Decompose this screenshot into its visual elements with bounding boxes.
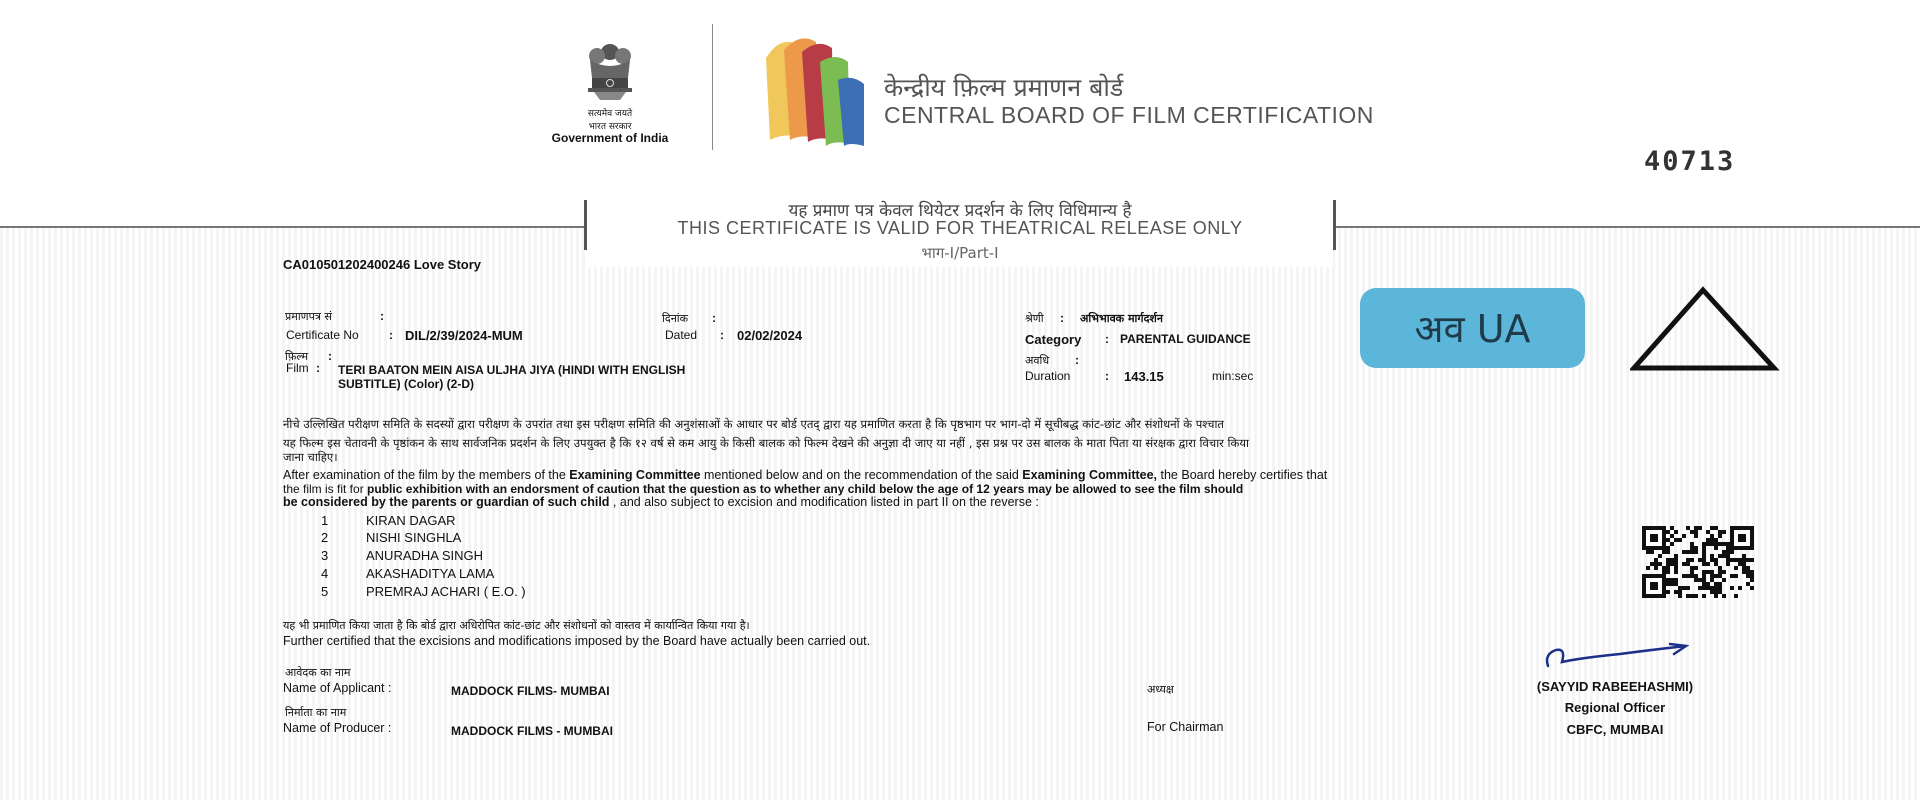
film-title-line2: SUBTITLE) (Color) (2-D) [338, 377, 474, 391]
banner-bar-right [1333, 200, 1336, 250]
officer-title: Regional Officer [1564, 700, 1666, 715]
member-number: 1 [321, 513, 329, 528]
statement-text: After examination of the film by the members of the [283, 468, 570, 482]
producer-label-hindi: निर्माता का नाम [285, 706, 347, 719]
date-label: Dated [665, 328, 698, 342]
for-chairman: For Chairman [1147, 720, 1224, 734]
applicant-name: MADDOCK FILMS- MUMBAI [451, 684, 610, 698]
cert-no-label-hindi: प्रमाणपत्र सं [285, 310, 332, 323]
statement-hindi-line3: जाना चाहिए। [283, 450, 338, 464]
statement-text: the film is fit for [283, 482, 368, 496]
applicant-label-text: Name of Applicant [283, 681, 385, 695]
statement-english-line3 [283, 495, 1039, 509]
category-label: Category [1025, 332, 1082, 347]
serial-number: 40713 [1644, 146, 1736, 177]
board-name-english: CENTRAL BOARD OF FILM CERTIFICATION [884, 102, 1374, 128]
duration-unit: min:sec [1212, 369, 1254, 383]
colon: : [1060, 311, 1064, 325]
colon: : [1105, 332, 1109, 346]
statement-hindi-line1: नीचे उल्लिखित परीक्षण समिति के सदस्यों द्वारा परीक्षण के उपरांत तथा इस परीक्षण समिति की अनुशंसाओं के आधार पर बोर्ड एतद् द्वारा यह प्रमाणित करता है कि पृष्ठभाग पर भाग-दो में सूचीबद्ध कांट-छांट और संशोधनों के पश्चात [283, 417, 1224, 431]
member-number: 4 [321, 566, 329, 581]
category-value: PARENTAL GUIDANCE [1120, 332, 1251, 346]
cbfc-logo-icon [760, 28, 870, 153]
emblem-motto: सत्यमेव जयते [587, 109, 633, 119]
statement-english-line2 [283, 482, 1243, 496]
header-divider [712, 24, 713, 150]
producer-label [283, 721, 391, 735]
colon: : [389, 328, 393, 342]
film-label: Film [286, 361, 309, 375]
cert-no-label: Certificate No [286, 328, 359, 342]
producer-name: MADDOCK FILMS - MUMBAI [451, 724, 613, 738]
further-hindi: यह भी प्रमाणित किया जाता है कि बोर्ड द्वारा अधिरोपित कांट-छांट और संशोधनों को वास्तव में कार्यान्वित किया गया है। [283, 619, 750, 632]
statement-text: , and also subject to excision and modification listed in part II on the reverse : [609, 495, 1039, 509]
statement-hindi-line2: यह फिल्म इस चेतावनी के पृष्ठांकन के साथ सार्वजनिक प्रदर्शन के लिए उपयुक्त है कि १२ वर्ष से कम आयु के किसी बालक को फिल्म देखने की अनुज्ञा दी जाए या नहीं , इस प्रश्न पर उस बालक के माता पिता या संरक्षक द्वारा विचार किया [283, 436, 1250, 450]
officer-name: (SAYYID RABEEHASHMI) [1536, 679, 1694, 694]
emblem-country-hi: भारत सरकार [588, 122, 632, 132]
statement-text: the Board hereby certifies that [1157, 468, 1328, 482]
chairman-hindi: अध्यक्ष [1147, 683, 1174, 696]
colon: : [712, 311, 716, 325]
applicant-label [283, 681, 391, 695]
producer-label-text: Name of Producer [283, 721, 385, 735]
date-label-hindi: दिनांक [662, 312, 689, 325]
emblem-icon [560, 38, 660, 109]
further-english: Further certified that the excisions and modifications imposed by the Board have actually been carried out. [283, 634, 871, 648]
colon: : [328, 349, 332, 363]
statement-text: mentioned below and on the recommendation of the said [700, 468, 1023, 482]
statement-bold: Examining Committee [569, 468, 701, 482]
colon: : [316, 361, 320, 375]
member-name: KIRAN DAGAR [366, 513, 456, 528]
film-title-line1: TERI BAATON MEIN AISA ULJHA JIYA (HINDI WITH ENGLISH [338, 363, 686, 377]
triangle-icon [1630, 286, 1780, 377]
validity-hindi: यह प्रमाण पत्र केवल थियेटर प्रदर्शन के लिए विधिमान्य है [788, 201, 1132, 221]
statement-english-line1 [283, 468, 1327, 482]
colon: : [1075, 353, 1079, 367]
banner-rule-left [0, 226, 584, 228]
certificate-number: DIL/2/39/2024-MUM [405, 328, 523, 343]
rating-label: अव UA [1414, 307, 1531, 351]
board-name-hindi: केन्द्रीय फ़िल्म प्रमाणन बोर्ड [884, 73, 1124, 102]
part-label: भाग-I/Part-I [921, 244, 999, 262]
member-name: NISHI SINGHLA [366, 530, 462, 545]
colon: : [720, 328, 724, 342]
member-number: 2 [321, 530, 329, 545]
category-label-hindi: श्रेणी [1025, 312, 1044, 325]
certificate-date: 02/02/2024 [737, 328, 803, 343]
duration-label-hindi: अवधि [1025, 354, 1050, 367]
film-label-hindi: फ़िल्म [285, 350, 309, 363]
member-name: ANURADHA SINGH [366, 548, 484, 563]
duration-label: Duration [1025, 369, 1071, 383]
member-number: 3 [321, 548, 329, 563]
statement-bold: Examining Committee, [1022, 468, 1158, 482]
validity-english: THIS CERTIFICATE IS VALID FOR THEATRICAL RELEASE ONLY [677, 218, 1243, 238]
colon: : [387, 721, 392, 735]
category-hindi: अभिभावक मार्गदर्शन [1080, 312, 1164, 325]
colon: : [1105, 369, 1109, 383]
member-number: 5 [321, 584, 329, 599]
statement-bold: be considered by the parents or guardian of such child [283, 495, 610, 509]
member-name: AKASHADITYA LAMA [366, 566, 495, 581]
duration-value: 143.15 [1124, 369, 1164, 384]
reference-number: CA010501202400246 Love Story [283, 257, 482, 272]
member-name: PREMRAJ ACHARI ( E.O. ) [366, 584, 526, 599]
statement-bold: public exhibition with an endorsment of caution that the question as to whether any child below the age of 12 years may be allowed to see the film should [367, 482, 1244, 496]
signature [1540, 640, 1690, 679]
applicant-label-hindi: आवेदक का नाम [285, 666, 351, 679]
qr-code-icon [1642, 526, 1754, 603]
government-of-india: Government of India [551, 131, 669, 145]
colon: : [387, 681, 392, 695]
banner-rule-right [1336, 226, 1920, 228]
colon: : [380, 309, 384, 323]
officer-office: CBFC, MUMBAI [1566, 722, 1664, 737]
